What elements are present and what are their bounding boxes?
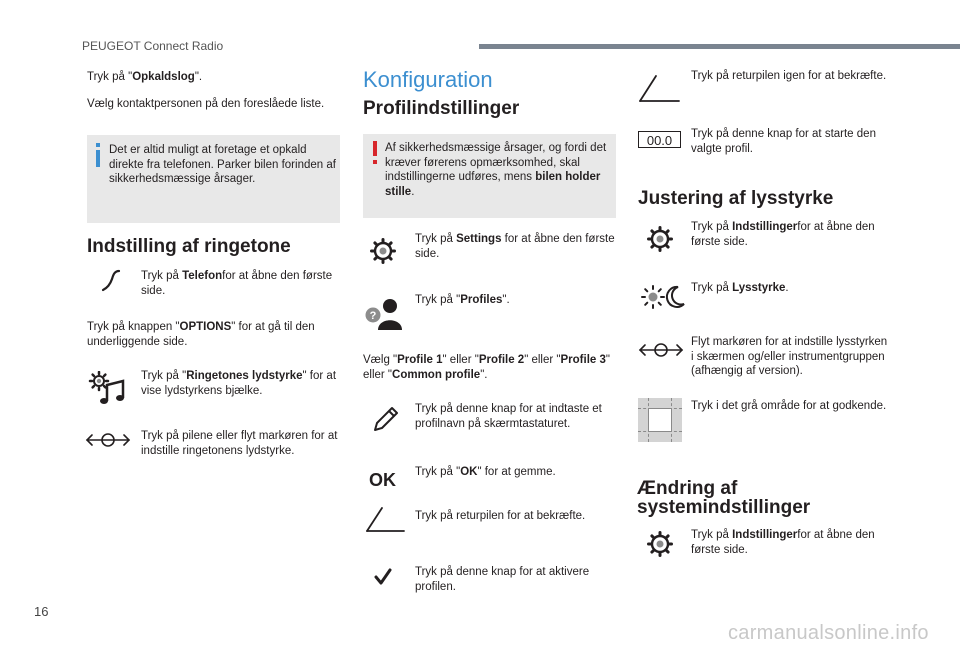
header-bar xyxy=(479,44,960,49)
col3-i4: Tryk på Lysstyrke. xyxy=(691,282,789,294)
svg-text:?: ? xyxy=(369,310,377,322)
settings-icon xyxy=(370,238,396,264)
check-icon xyxy=(374,568,392,586)
page-number: 16 xyxy=(34,604,49,619)
counter-label: 00.0 xyxy=(646,133,673,148)
slider-icon xyxy=(85,430,131,450)
col1-p2: Vælg kontaktpersonen på den foreslåede liste. xyxy=(87,98,325,110)
col2-p1: Vælg "Profile 1" eller "Profile 2" eller "Profile 3" eller "Common profile". xyxy=(363,354,610,381)
col2-i6: Tryk på denne knap for at aktivere profilen. xyxy=(415,566,590,593)
info-icon xyxy=(93,143,103,167)
section-title: Konfiguration xyxy=(363,67,493,92)
col1-i3: Tryk på pilene eller flyt markøren for at indstille ringetonens lydstyrke. xyxy=(141,430,338,457)
counter-button-icon xyxy=(638,131,681,148)
col1-p1: Tryk på "Opkaldslog". xyxy=(87,71,203,83)
grey-area-icon xyxy=(638,398,682,442)
phone-icon xyxy=(100,268,122,294)
info-note-text: Det er altid muligt at foretage et opkald direkte fra telefonen. Parker bilen forinden af sikkerhedsmæssige årsager. xyxy=(109,144,336,185)
ringtone-settings-icon xyxy=(88,371,128,407)
col3-i5: Flyt markøren for at indstille lysstyrken i skærmen og/eller instrumentgruppen (afhængig af version). xyxy=(691,336,888,377)
settings-icon-2 xyxy=(647,226,673,252)
col3-i6: Tryk i det grå område for at godkende. xyxy=(691,400,887,412)
profile-heading: Profilindstillinger xyxy=(363,98,520,119)
profile-icon xyxy=(364,297,406,331)
return-arrow-icon-2 xyxy=(637,71,681,105)
col3-i3: Tryk på Indstillingerfor at åbne den første side. xyxy=(691,221,875,248)
brightness-heading: Justering af lysstyrke xyxy=(638,188,834,209)
warning-icon xyxy=(371,141,379,165)
system-heading-line2: systemindstillinger xyxy=(637,497,811,518)
brightness-icon xyxy=(640,284,686,310)
col1-p3: Tryk på knappen "OPTIONS" for at gå til den underliggende side. xyxy=(87,321,315,348)
ringtone-heading: Indstilling af ringetone xyxy=(87,236,291,257)
col2-i1: Tryk på Settings for at åbne den første side. xyxy=(415,233,615,260)
col1-i2: Tryk på "Ringetones lydstyrke" for at vise lydstyrkens bjælke. xyxy=(141,370,337,397)
col3-i7: Tryk på Indstillingerfor at åbne den første side. xyxy=(691,529,875,556)
ok-icon: OK xyxy=(369,470,396,490)
warning-note xyxy=(363,134,616,218)
col3-i1: Tryk på returpilen igen for at bekræfte. xyxy=(691,70,887,82)
col2-i5: Tryk på returpilen for at bekræfte. xyxy=(415,510,586,522)
settings-icon-3 xyxy=(647,531,673,557)
system-heading-line1: Ændring af xyxy=(637,478,738,499)
running-header: PEUGEOT Connect Radio xyxy=(82,39,224,53)
return-arrow-icon xyxy=(364,503,406,535)
col2-i2: Tryk på "Profiles". xyxy=(415,294,510,306)
pencil-icon xyxy=(370,405,400,435)
col2-i3: Tryk på denne knap for at indtaste et profilnavn på skærmtastaturet. xyxy=(415,403,602,430)
watermark: carmanualsonline.info xyxy=(728,622,929,644)
warning-note-text: Af sikkerhedsmæssige årsager, og fordi det kræver førerens opmærksomhed, skal indstillingerne udføres, mens bilen holder stille. xyxy=(385,142,607,198)
col2-i4: Tryk på "OK" for at gemme. xyxy=(415,466,556,478)
col3-i2: Tryk på denne knap for at starte den valgte profil. xyxy=(691,128,876,155)
col1-i1: Tryk på Telefonfor at åbne den første side. xyxy=(141,270,333,297)
slider-icon-2 xyxy=(638,340,684,360)
info-note xyxy=(87,135,340,223)
